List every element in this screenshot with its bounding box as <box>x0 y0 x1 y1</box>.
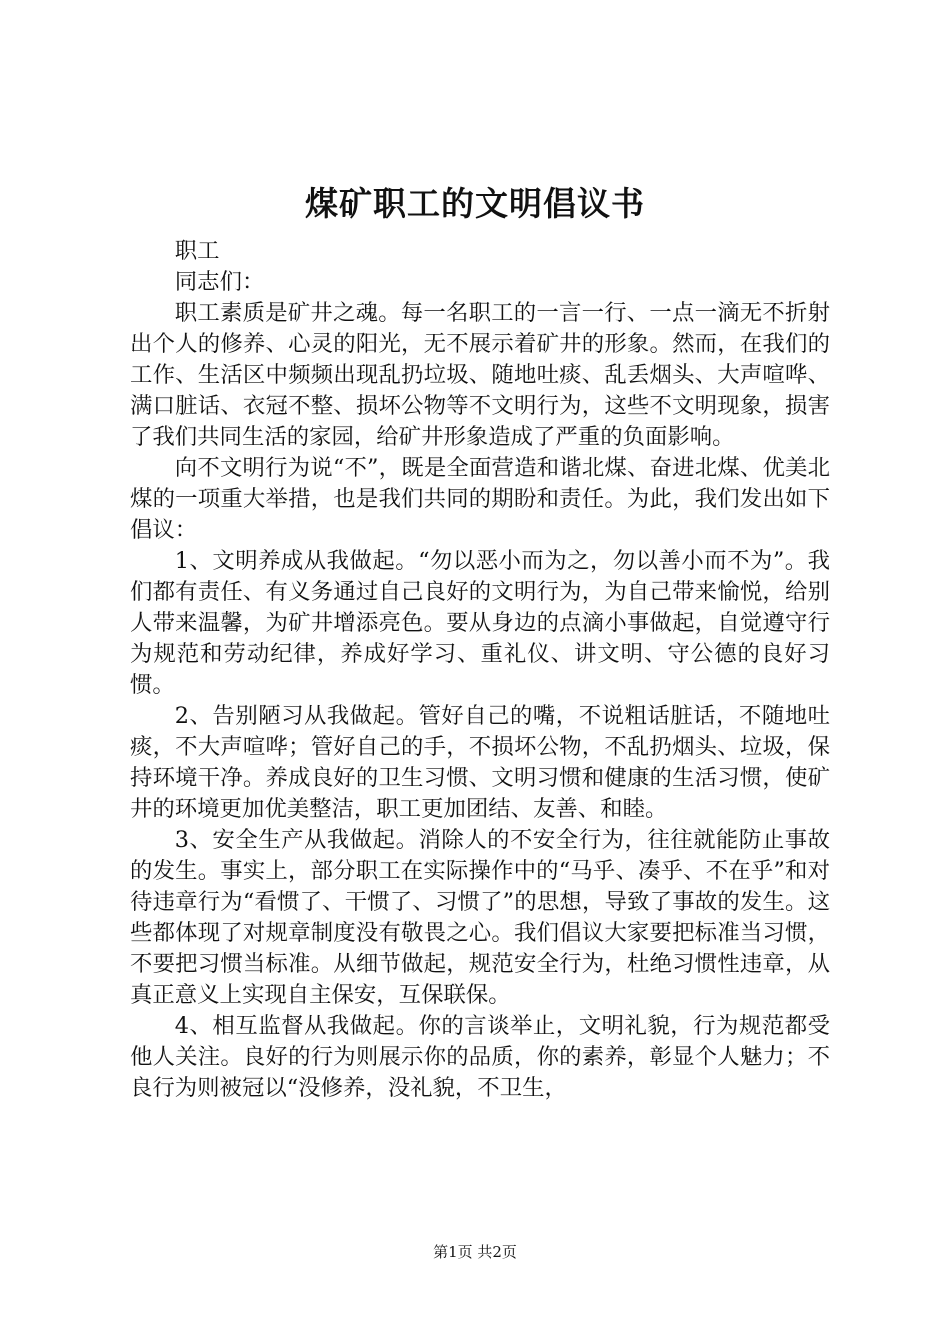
paragraph-item-2: 2、告别陋习从我做起。管好自己的嘴，不说粗话脏话，不随地吐痰，不大声喧哗；管好自己的手，不损坏公物，不乱扔烟头、垃圾，保持环境干净。养成良好的卫生习惯、文明习惯和健康的生活习惯，使矿井的环境更加优美整洁，职工更加团结、友善、和睦。 <box>130 703 830 822</box>
page-number-footer: 第1页 共2页 <box>433 1243 517 1261</box>
salutation-line-2: 同志们： <box>174 269 265 295</box>
paragraph-item-1: 1、文明养成从我做起。“勿以恶小而为之，勿以善小而不为”。我们都有责任、有义务通过自己良好的文明行为，为自己带来愉悦，给别人带来温馨，为矿井增添亮色。要从身边的点滴小事做起，自觉遵守行为规范和劳动纪律，养成好学习、重礼仪、讲文明、守公德的良好习惯。 <box>130 548 830 698</box>
paragraph-intro: 职工素质是矿井之魂。每一名职工的一言一行、一点一滴无不折射出个人的修养、心灵的阳光，无不展示着矿井的形象。然而，在我们的工作、生活区中频频出现乱扔垃圾、随地吐痰、乱丢烟头、大声喧哗、满口脏话、衣冠不整、损坏公物等不文明行为，这些不文明现象，损害了我们共同生活的家园，给矿井形象造成了严重的负面影响。 <box>130 300 830 450</box>
document-title: 煤矿职工的文明倡议书 <box>305 184 645 223</box>
paragraph-item-4: 4、相互监督从我做起。你的言谈举止，文明礼貌，行为规范都受他人关注。良好的行为则展示你的品质，你的素养，彰显个人魅力；不良行为则被冠以“没修养，没礼貌，不卫生， <box>130 1013 830 1101</box>
salutation-line-1: 职工 <box>174 238 220 264</box>
paragraph-appeal: 向不文明行为说“不”，既是全面营造和谐北煤、奋进北煤、优美北煤的一项重大举措，也是我们共同的期盼和责任。为此，我们发出如下倡议： <box>130 455 830 543</box>
document-body <box>130 236 830 1104</box>
paragraph-item-3: 3、安全生产从我做起。消除人的不安全行为，往往就能防止事故的发生。事实上，部分职工在实际操作中的“马乎、凑乎、不在乎”和对待违章行为“看惯了、干惯了、习惯了”的思想，导致了事故的发生。这些都体现了对规章制度没有敬畏之心。我们倡议大家要把标准当习惯，不要把习惯当标准。从细节做起，规范安全行为，杜绝习惯性违章，从真正意义上实现自主保安，互保联保。 <box>130 827 830 1008</box>
